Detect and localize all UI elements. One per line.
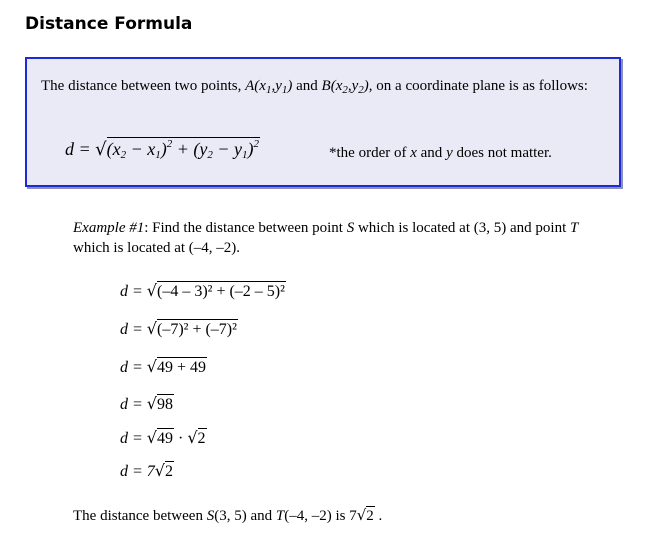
point-a: $A(x_1,y_1)$ xyxy=(245,78,293,96)
point-b: $B(x_2,y_2)$ xyxy=(321,78,369,96)
solution-step-1: d = √(–4 – 3)² + (–2 – 5)² xyxy=(120,281,285,300)
order-note: *the order of x and y does not matter. xyxy=(329,145,552,161)
solution-step-6: d = 7√2 xyxy=(120,461,173,480)
square-root: $√(x_2 - x_1)^2 + (y_2 - y_1)^2$ xyxy=(95,138,260,161)
conclusion-text: The distance between S(3, 5) and T(–4, –2) is 7√2 . xyxy=(73,506,383,524)
definition-box xyxy=(25,57,621,187)
example-problem: Example #1: Find the distance between point S which is located at (3, 5) and point T which is located at (–4, –2). xyxy=(73,220,579,256)
solution-step-3: d = √49 + 49 xyxy=(120,357,207,376)
solution-step-4: d = √98 xyxy=(120,394,173,413)
solution-step-2: d = √(–7)² + (–7)² xyxy=(120,319,237,338)
solution-step-5: d = √49 · √2 xyxy=(120,428,206,447)
example-label: Example #1 xyxy=(73,220,145,236)
definition-text: The distance between two points, $A(x_1,y_1)$ and $B(x_2,y_2)$, on a coordinate plane is as follows: xyxy=(41,78,588,96)
definition-intro: The distance between two points, xyxy=(41,78,246,94)
page-title: Distance Formula xyxy=(25,14,193,34)
distance-formula: $d = √(x_2 - x_1)^2 + (y_2 - y_1)^2$ xyxy=(65,138,260,161)
